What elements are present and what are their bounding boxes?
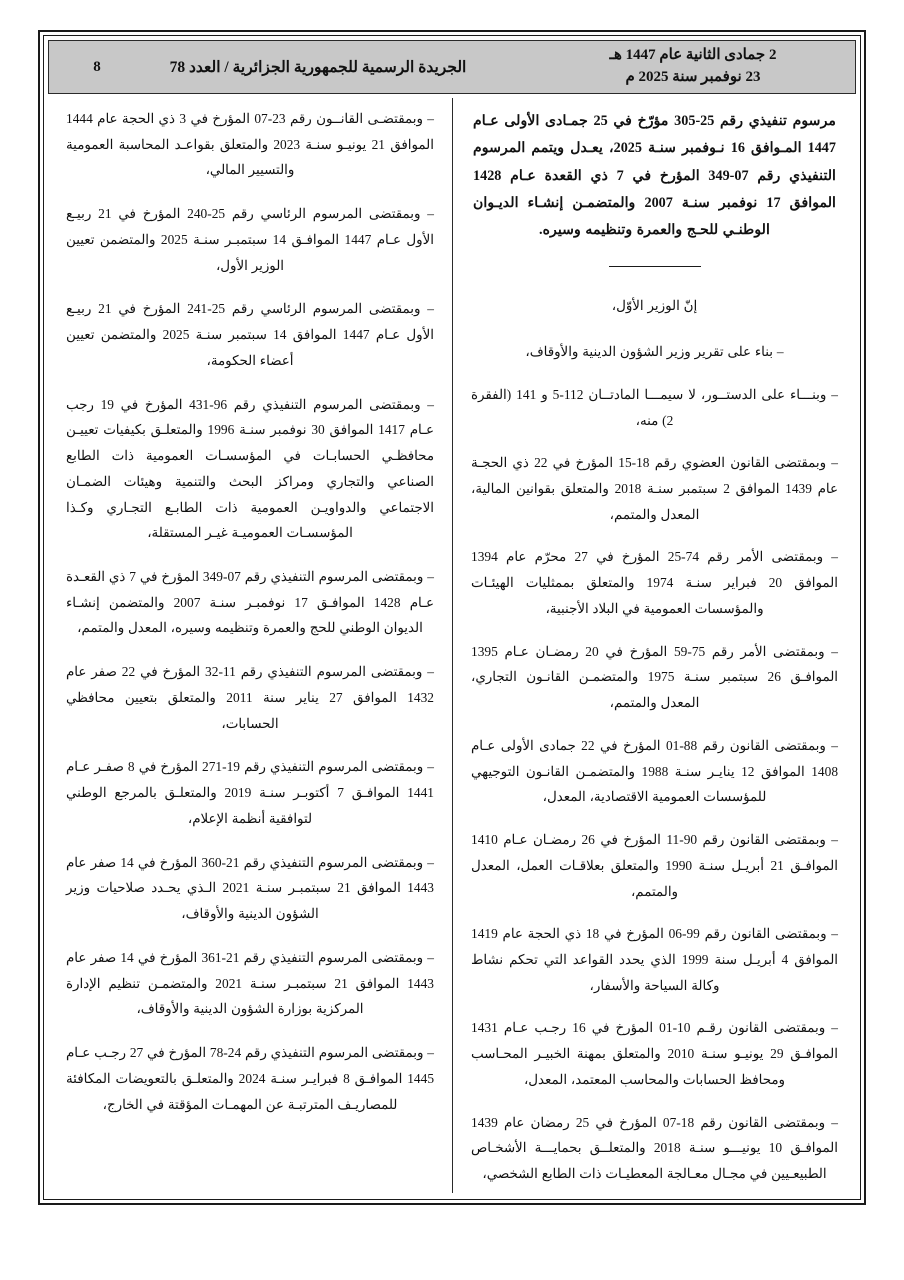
title-separator-rule [609,266,701,267]
paragraph-citation: – وبمقتضى القانون رقم 18-07 المؤرخ في 25 رمضان عام 1439 الموافـق 10 يونيـــو سنـة 2018 والمتعلــق بحمايـــة الأشخـاص الطبيعـيين في مجـال معـالجة المعطيـات ذات الطابع الشخصي، [471,1114,838,1182]
masthead-date-hijri: 2 جمادى الثانية عام 1447 هـ [609,47,777,64]
masthead-page-number: 8 [93,58,101,75]
paragraph-citation: – وبمقتضى المرسوم التنفيذي رقم 96-431 المؤرخ في 19 رجب عـام 1417 الموافق 30 نوفمبر سنـة 1996 والمتعلـق بكيفيات تعييـن محافظـي الحسابـات في المؤسسـات العمومية ذات الطابع الصناعي والتجاري ومراكز البحث والتنمية وهيئات الضمـان الاجتماعي والدواويـن العمومية ذات الطابـع التجـاري وكـذا المؤسسـات العموميـة غيـر المستقلة، [66,396,435,541]
paragraph-citation: – وبمقتضـى القانــون رقم 23-07 المؤرخ في 3 ذي الحجة عام 1444 الموافق 21 يونيـو سنـة 2023 والمتعلق بقواعـد المحاسبة العمومية والتسيير المالي، [66,111,434,178]
paragraph-citation: – وبمقتضى القانون رقم 99-06 المؤرخ في 18 ذي الحجة عام 1419 الموافق 4 أبريـل سنة 1999 الذي يحدد القواعد التي تحكم نشاط وكالة السياحة والأسفار، [471,926,838,993]
masthead-header-bar [48,40,856,94]
masthead-date-block [531,45,855,89]
paragraph-preamble: إنّ الوزير الأوّل، [611,298,698,314]
paragraph-citation: – وبمقتضى المرسوم التنفيذي رقم 24-78 المؤرخ في 27 رجـب عـام 1445 الموافـق 8 فبرايـر سنـة 2024 والمتعلـق بالتعويضات المكافئة للمصاريـف المترتبـة عن المهمـات المؤقتة في الخارج، [66,1045,435,1112]
decree-title: مرسوم تنفيذي رقم 25-305 مؤرّخ في 25 جمـادى الأولى عـام 1447 المـوافق 16 نـوفمبر سنـة 2025، يعـدل ويتمم المرسوم التنفيذي رقم 07-349 المؤرخ في 7 ذي القعدة عـام 1428 الموافق 17 نوفمبر سنـة 2007 والمتضمـن إنشـاء الديـوان الوطنـي للحـج والعمرة وتنظيمه وسيره. [473,113,837,239]
paragraph-citation: – وبمقتضى القانون العضوي رقم 18-15 المؤرخ في 22 ذي الحجـة عام 1439 الموافق 2 سبتمبر سنـة 2018 والمتعلق بقوانين المالية، المعدل والمتمم، [471,455,838,522]
paragraph-citation: – وبنـــاء على الدستــور، لا سيمـــا المادتــان 112-5 و 141 (الفقرة 2) منه، [471,386,838,428]
paragraph-citation: – وبمقتضى القانون رقم 88-01 المؤرخ في 22 جمادى الأولى عـام 1408 الموافق 12 ينايـر سنـة 1988 والمتضمـن القانـون التوجيهي للمؤسسات العمومية الاقتصادية، المعدل، [471,737,839,805]
left-column-paragraphs [66,106,434,1117]
paragraph-citation: – وبمقتضى المرسوم التنفيذي رقم 21-360 المؤرخ في 14 صفر عام 1443 الموافق 21 سبتمبـر سنـة 2021 الـذي يحـدد صلاحيات وزير الشؤون الدينية والأوقاف، [66,854,434,922]
paragraph-citation: – وبمقتضى المرسوم التنفيذي رقم 11-32 المؤرخ في 22 صفر عام 1432 الموافق 27 يناير سنة 2011 والمتعلق بتعيين محافظي الحسابات، [66,664,434,731]
paragraph-citation: – وبمقتضى القانون رقـم 10-01 المؤرخ في 16 رجـب عـام 1431 الموافـق 29 يونيـو سنـة 2010 والمتعلق بمهنة الخبيـر المحـاسب ومحافظ الحسابات والمحاسب المعتمد، المعدل، [471,1020,838,1087]
paragraph-citation: – وبمقتضى المرسوم الرئاسي رقم 25-241 المؤرخ في 21 ربيـع الأول عـام 1447 الموافق 14 سبتمبر سنـة 2025 والمتضمن تعيين أعضاء الحكومة، [66,301,434,368]
paragraph-citation: – وبمقتضى الأمر رقم 74-25 المؤرخ في 27 محرّم عام 1394 الموافق 20 فبراير سنـة 1974 والمتعلق بممثليات الهيئـات والمؤسسات العمومية في البلاد الأجنبية، [471,549,838,616]
article-columns [48,98,856,1193]
paragraph-citation: – وبمقتضى المرسوم التنفيذي رقم 21-361 المؤرخ في 14 صفر عام 1443 الموافق 21 سبتمبـر سنـة 2021 والمتضمـن تنظيم الإدارة المركزية بوزارة الشؤون الدينية والأوقاف، [66,949,434,1017]
paragraph-citation: – وبمقتضى المرسوم الرئاسي رقم 25-240 المؤرخ في 21 ربيـع الأول عـام 1447 الموافـق 14 سبتمبـر سنـة 2025 والمتضمن تعيين الوزير الأول، [66,206,434,273]
paragraph-citation: – وبمقتضى الأمر رقم 75-59 المؤرخ في 20 رمضـان عـام 1395 الموافـق 26 سبتمبر سنـة 1975 والمتضمـن القانـون التجاري، المعدل والمتمم، [471,643,838,711]
masthead-journal-title: الجريدة الرسمية للجمهورية الجزائرية / العدد 78 [169,58,467,76]
column-right [452,98,856,1193]
column-left [48,98,452,1193]
paragraph-citation: – وبمقتضى القانون رقم 90-11 المؤرخ في 26 رمضـان عـام 1410 الموافـق 21 أبريـل سنـة 1990 والمتعلق بعلاقـات العمل، المعدل والمتمم، [471,832,838,899]
page-frame [38,30,866,1205]
right-column-paragraphs [471,293,838,1187]
page-frame-inner-border [43,35,861,1200]
paragraph-citation: – وبمقتضى المرسوم التنفيذي رقم 07-349 المؤرخ في 7 ذي القعـدة عـام 1428 الموافـق 17 نوفمبـر سنـة 2007 والمتضمن إنشـاء الديوان الوطني للحج والعمرة وتنظيمه وسيره، المعدل والمتمم، [66,569,434,636]
paragraph-citation: – وبمقتضى المرسوم التنفيذي رقم 19-271 المؤرخ في 8 صفـر عـام 1441 الموافـق 7 أكتوبـر سنـة 2019 والمتعلـق بالمرجع الوطني لتوافقية أنظمة الإعلام، [66,759,434,826]
masthead-date-gregorian: 23 نوفمبر سنة 2025 م [625,69,761,85]
paragraph-citation: – بناء على تقرير وزير الشؤون الدينية والأوقاف، [525,344,784,360]
